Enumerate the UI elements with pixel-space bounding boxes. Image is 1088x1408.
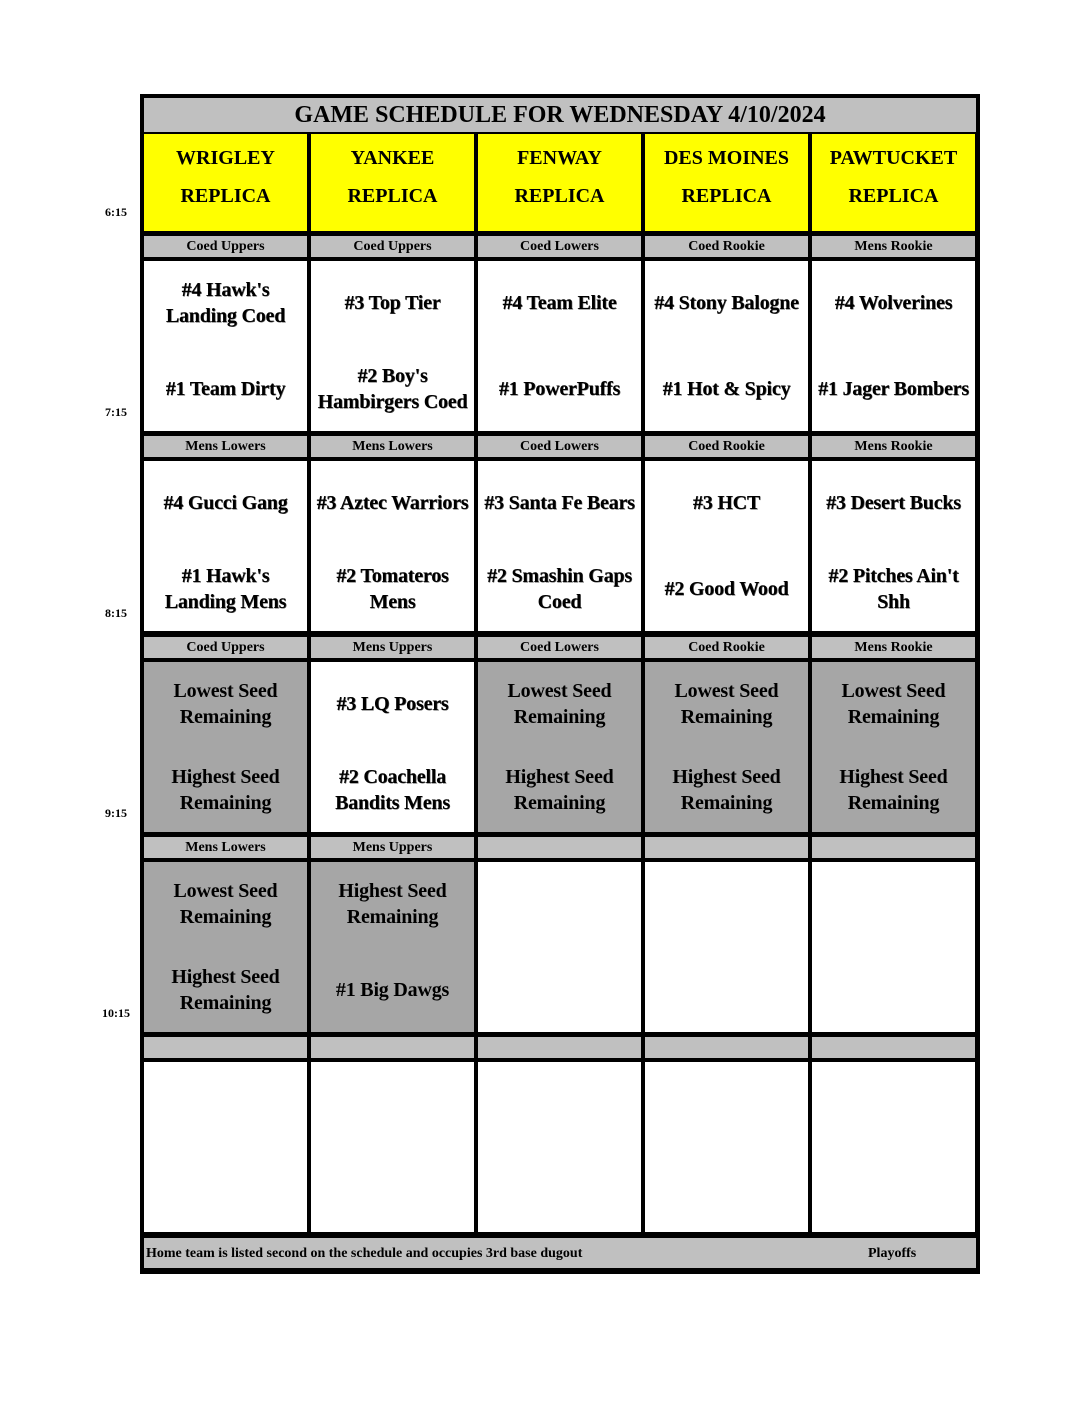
division-label	[144, 1037, 307, 1058]
away-team	[311, 1064, 474, 1144]
game-cell	[144, 461, 307, 631]
footer-note: Home team is listed second on the schedule and occupies 3rd base dugout	[146, 1246, 583, 1261]
slot-time: 9:15	[105, 806, 127, 820]
division-label: Coed Rookie	[645, 436, 808, 457]
division-label: Coed Lowers	[478, 436, 641, 457]
footer-bar	[144, 1238, 976, 1268]
game-cell	[812, 1062, 975, 1232]
game-cell	[311, 862, 474, 1032]
field-header	[812, 134, 975, 231]
division-label: Coed Rookie	[645, 637, 808, 658]
game-cell	[812, 662, 975, 832]
home-team: #2 Boy's Hambirgers Coed	[317, 365, 468, 413]
field-name: FENWAY	[517, 147, 602, 169]
home-team: Highest Seed Remaining	[839, 766, 948, 814]
home-team	[812, 950, 975, 1030]
game-cell	[478, 461, 641, 631]
game-cell	[144, 862, 307, 1032]
away-team: #4 Wolverines	[834, 292, 953, 314]
home-team: Highest Seed Remaining	[171, 766, 280, 814]
home-team	[478, 950, 641, 1030]
division-label	[478, 837, 641, 858]
away-team	[645, 864, 808, 944]
game-cell	[478, 1062, 641, 1232]
field-subtitle: REPLICA	[848, 185, 939, 207]
division-label: Mens Uppers	[311, 837, 474, 858]
away-team: Lowest Seed Remaining	[841, 680, 946, 728]
game-cell	[144, 1062, 307, 1232]
game-cell	[311, 662, 474, 832]
away-team: Lowest Seed Remaining	[507, 680, 612, 728]
division-label: Coed Uppers	[144, 236, 307, 257]
slot-time: 10:15	[102, 1006, 130, 1020]
division-label: Mens Lowers	[144, 436, 307, 457]
away-team: Lowest Seed Remaining	[173, 680, 278, 728]
division-label	[478, 1037, 641, 1058]
away-team: Highest Seed Remaining	[338, 880, 447, 928]
away-team	[812, 864, 975, 944]
away-team	[144, 1064, 307, 1144]
game-cell	[478, 862, 641, 1032]
division-label: Mens Uppers	[311, 637, 474, 658]
game-cell	[478, 662, 641, 832]
field-subtitle: REPLICA	[681, 185, 772, 207]
away-team: #3 Desert Bucks	[826, 492, 961, 514]
division-label: Coed Lowers	[478, 236, 641, 257]
home-team: Highest Seed Remaining	[171, 966, 280, 1014]
game-cell	[645, 461, 808, 631]
away-team: #3 Top Tier	[344, 292, 441, 314]
home-team: #1 Hawk's Landing Mens	[164, 565, 287, 613]
division-label	[311, 1037, 474, 1058]
away-team	[478, 864, 641, 944]
field-name: DES MOINES	[663, 147, 790, 169]
division-label	[645, 837, 808, 858]
away-team: #4 Stony Balogne	[654, 292, 799, 314]
game-cell	[144, 261, 307, 431]
home-team: #1 Jager Bombers	[818, 378, 969, 400]
field-subtitle: REPLICA	[180, 185, 271, 207]
home-team: #1 Big Dawgs	[335, 979, 450, 1001]
field-subtitle: REPLICA	[347, 185, 438, 207]
division-label: Mens Rookie	[812, 236, 975, 257]
home-team: #1 Hot & Spicy	[662, 378, 791, 400]
field-subtitle: REPLICA	[514, 185, 605, 207]
division-label: Mens Lowers	[311, 436, 474, 457]
home-team: #2 Pitches Ain't Shh	[828, 565, 959, 613]
division-label: Coed Uppers	[311, 236, 474, 257]
game-cell	[144, 662, 307, 832]
home-team	[478, 1150, 641, 1230]
game-cell	[478, 261, 641, 431]
away-team: #3 HCT	[692, 492, 761, 514]
away-team	[812, 1064, 975, 1144]
game-cell	[645, 261, 808, 431]
away-team: #4 Hawk's Landing Coed	[165, 279, 286, 327]
game-cell	[645, 662, 808, 832]
division-label	[645, 1037, 808, 1058]
away-team: #3 Santa Fe Bears	[484, 492, 635, 514]
away-team	[645, 1064, 808, 1144]
division-label: Coed Rookie	[645, 236, 808, 257]
home-team: #2 Coachella Bandits Mens	[335, 766, 450, 814]
division-label: Coed Uppers	[144, 637, 307, 658]
division-label	[812, 1037, 975, 1058]
home-team: #2 Good Wood	[664, 578, 789, 600]
slot-time: 6:15	[105, 205, 127, 219]
game-cell	[311, 261, 474, 431]
home-team	[812, 1150, 975, 1230]
field-header	[478, 134, 641, 231]
game-cell	[812, 862, 975, 1032]
slot-time: 7:15	[105, 405, 127, 419]
home-team: Highest Seed Remaining	[672, 766, 781, 814]
division-label: Mens Rookie	[812, 637, 975, 658]
away-team: Lowest Seed Remaining	[173, 880, 278, 928]
home-team: #2 Smashin Gaps Coed	[487, 565, 632, 613]
away-team: #3 LQ Posers	[336, 693, 449, 715]
field-name: YANKEE	[350, 147, 435, 169]
game-cell	[645, 862, 808, 1032]
division-label: Mens Rookie	[812, 436, 975, 457]
footer-tag: Playoffs	[868, 1246, 917, 1261]
game-cell	[311, 1062, 474, 1232]
division-label: Coed Lowers	[478, 637, 641, 658]
away-team	[478, 1064, 641, 1144]
away-team: Lowest Seed Remaining	[674, 680, 779, 728]
home-team: #1 Team Dirty	[165, 378, 286, 400]
field-name: PAWTUCKET	[829, 147, 958, 169]
game-cell	[311, 461, 474, 631]
home-team	[645, 950, 808, 1030]
away-team: #3 Aztec Warriors	[316, 492, 469, 514]
home-team: Highest Seed Remaining	[505, 766, 614, 814]
division-label	[812, 837, 975, 858]
home-team	[144, 1150, 307, 1230]
home-team: #1 PowerPuffs	[498, 378, 621, 400]
slot-time: 8:15	[105, 606, 127, 620]
home-team	[645, 1150, 808, 1230]
game-cell	[812, 261, 975, 431]
schedule-table	[140, 94, 980, 1274]
home-team: #2 Tomateros Mens	[336, 565, 449, 613]
game-cell	[812, 461, 975, 631]
page-title: GAME SCHEDULE FOR WEDNESDAY 4/10/2024	[144, 98, 976, 132]
game-cell	[645, 1062, 808, 1232]
division-label: Mens Lowers	[144, 837, 307, 858]
field-header	[645, 134, 808, 231]
away-team: #4 Gucci Gang	[163, 492, 288, 514]
field-header	[144, 134, 307, 231]
field-name: WRIGLEY	[176, 147, 275, 169]
field-header	[311, 134, 474, 231]
home-team	[311, 1150, 474, 1230]
away-team: #4 Team Elite	[502, 292, 617, 314]
